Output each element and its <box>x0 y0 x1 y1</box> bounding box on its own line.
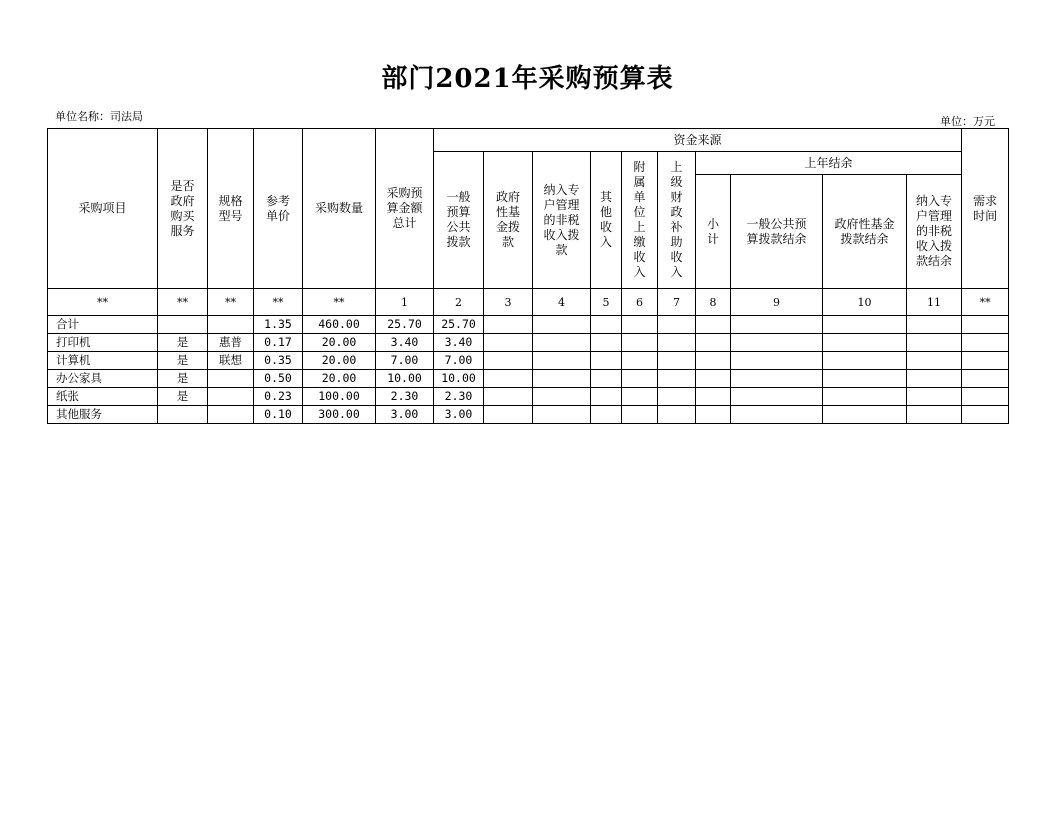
index-cell: ** <box>158 289 208 316</box>
cell-empty <box>622 316 658 334</box>
cell-empty <box>533 406 591 424</box>
cell-empty <box>731 334 823 352</box>
header-subtotal: 小 计 <box>696 175 731 289</box>
index-cell: ** <box>303 289 376 316</box>
header-ref-price: 参考 单价 <box>254 129 303 289</box>
cell-empty <box>731 316 823 334</box>
cell-spec: 联想 <box>208 352 254 370</box>
header-fund-sources: 资金来源 <box>434 129 962 152</box>
cell-empty <box>484 352 533 370</box>
cell-empty <box>696 334 731 352</box>
index-cell: ** <box>208 289 254 316</box>
cell-ref-price: 0.50 <box>254 370 303 388</box>
cell-service: 是 <box>158 370 208 388</box>
cell-item: 纸张 <box>48 388 158 406</box>
header-gov-fund: 政府 性基 金拨 款 <box>484 152 533 289</box>
header-item: 采购项目 <box>48 129 158 289</box>
cell-service: 是 <box>158 334 208 352</box>
index-cell: 4 <box>533 289 591 316</box>
header-service: 是否 政府 购买 服务 <box>158 129 208 289</box>
cell-empty <box>962 388 1009 406</box>
header-quantity: 采购数量 <box>303 129 376 289</box>
cell-empty <box>907 406 962 424</box>
cell-empty <box>696 370 731 388</box>
cell-total: 3.40 <box>376 334 434 352</box>
cell-empty <box>591 388 622 406</box>
cell-empty <box>907 370 962 388</box>
cell-empty <box>622 406 658 424</box>
cell-empty <box>484 316 533 334</box>
cell-ref-price: 1.35 <box>254 316 303 334</box>
cell-general: 7.00 <box>434 352 484 370</box>
cell-empty <box>696 406 731 424</box>
cell-empty <box>658 334 696 352</box>
cell-total: 10.00 <box>376 370 434 388</box>
header-prev-balance: 上年结余 <box>696 152 962 175</box>
header-affiliated: 附 属 单 位 上 缴 收 入 <box>622 152 658 289</box>
cell-empty <box>658 370 696 388</box>
cell-item: 打印机 <box>48 334 158 352</box>
cell-item: 计算机 <box>48 352 158 370</box>
cell-empty <box>962 352 1009 370</box>
cell-spec <box>208 388 254 406</box>
cell-empty <box>591 352 622 370</box>
table-row <box>48 316 1009 334</box>
cell-empty <box>907 352 962 370</box>
cell-empty <box>658 352 696 370</box>
cell-empty <box>823 334 907 352</box>
cell-empty <box>484 406 533 424</box>
index-cell: 7 <box>658 289 696 316</box>
header-other: 其 他 收 入 <box>591 152 622 289</box>
cell-empty <box>823 352 907 370</box>
cell-total: 2.30 <box>376 388 434 406</box>
cell-ref-price: 0.35 <box>254 352 303 370</box>
cell-empty <box>622 388 658 406</box>
index-cell: 11 <box>907 289 962 316</box>
cell-service <box>158 406 208 424</box>
index-cell: 3 <box>484 289 533 316</box>
cell-empty <box>484 370 533 388</box>
cell-total: 7.00 <box>376 352 434 370</box>
cell-total: 3.00 <box>376 406 434 424</box>
budget-table <box>47 128 1009 424</box>
cell-quantity: 20.00 <box>303 334 376 352</box>
header-prev-special: 纳入专 户管理 的非税 收入拨 款结余 <box>907 175 962 289</box>
unit-name-label: 单位名称：司法局 <box>55 110 143 123</box>
cell-empty <box>484 388 533 406</box>
index-cell: 1 <box>376 289 434 316</box>
table-row <box>48 334 1009 352</box>
cell-empty <box>533 316 591 334</box>
table-row <box>48 352 1009 370</box>
cell-quantity: 20.00 <box>303 352 376 370</box>
cell-item: 办公家具 <box>48 370 158 388</box>
cell-empty <box>658 406 696 424</box>
cell-empty <box>622 334 658 352</box>
cell-empty <box>907 334 962 352</box>
cell-item: 合计 <box>48 316 158 334</box>
cell-ref-price: 0.17 <box>254 334 303 352</box>
header-general: 一般 预算 公共 拨款 <box>434 152 484 289</box>
cell-empty <box>962 370 1009 388</box>
cell-spec <box>208 370 254 388</box>
cell-empty <box>533 334 591 352</box>
cell-empty <box>823 316 907 334</box>
cell-service: 是 <box>158 352 208 370</box>
index-cell: 8 <box>696 289 731 316</box>
table-row <box>48 406 1009 424</box>
cell-empty <box>591 370 622 388</box>
table-row <box>48 370 1009 388</box>
cell-item: 其他服务 <box>48 406 158 424</box>
cell-general: 25.70 <box>434 316 484 334</box>
index-cell: ** <box>48 289 158 316</box>
cell-empty <box>907 388 962 406</box>
cell-quantity: 20.00 <box>303 370 376 388</box>
cell-total: 25.70 <box>376 316 434 334</box>
cell-empty <box>907 316 962 334</box>
cell-empty <box>962 316 1009 334</box>
cell-service: 是 <box>158 388 208 406</box>
cell-empty <box>731 406 823 424</box>
cell-empty <box>658 388 696 406</box>
cell-empty <box>823 406 907 424</box>
index-row <box>48 289 1009 316</box>
cell-empty <box>591 316 622 334</box>
cell-spec <box>208 406 254 424</box>
cell-empty <box>658 316 696 334</box>
cell-empty <box>962 406 1009 424</box>
index-cell: ** <box>254 289 303 316</box>
cell-ref-price: 0.23 <box>254 388 303 406</box>
table-header <box>48 129 1009 316</box>
header-demand-time: 需求 时间 <box>962 129 1009 289</box>
index-cell: 2 <box>434 289 484 316</box>
cell-general: 10.00 <box>434 370 484 388</box>
header-total: 采购预 算金额 总计 <box>376 129 434 289</box>
cell-empty <box>622 352 658 370</box>
index-cell: 10 <box>823 289 907 316</box>
cell-empty <box>533 352 591 370</box>
cell-general: 2.30 <box>434 388 484 406</box>
cell-quantity: 100.00 <box>303 388 376 406</box>
table-body <box>48 316 1009 424</box>
page-title: 部门2021年采购预算表 <box>381 64 674 94</box>
cell-general: 3.00 <box>434 406 484 424</box>
cell-empty <box>696 388 731 406</box>
cell-empty <box>484 334 533 352</box>
cell-empty <box>696 316 731 334</box>
cell-empty <box>591 334 622 352</box>
index-cell: ** <box>962 289 1009 316</box>
cell-service <box>158 316 208 334</box>
cell-empty <box>823 370 907 388</box>
index-cell: 6 <box>622 289 658 316</box>
cell-empty <box>533 388 591 406</box>
header-spec: 规格 型号 <box>208 129 254 289</box>
cell-empty <box>962 334 1009 352</box>
cell-empty <box>533 370 591 388</box>
cell-ref-price: 0.10 <box>254 406 303 424</box>
index-cell: 5 <box>591 289 622 316</box>
cell-quantity: 300.00 <box>303 406 376 424</box>
cell-spec: 惠普 <box>208 334 254 352</box>
index-cell: 9 <box>731 289 823 316</box>
cell-empty <box>622 370 658 388</box>
header-prev-gov-fund: 政府性基金 拨款结余 <box>823 175 907 289</box>
cell-empty <box>591 406 622 424</box>
cell-empty <box>731 388 823 406</box>
header-special: 纳入专 户管理 的非税 收入拨 款 <box>533 152 591 289</box>
table-row <box>48 388 1009 406</box>
currency-unit-label: 单位：万元 <box>940 115 995 128</box>
cell-spec <box>208 316 254 334</box>
header-prev-general: 一般公共预 算拨款结余 <box>731 175 823 289</box>
header-subsidy: 上 级 财 政 补 助 收 入 <box>658 152 696 289</box>
cell-empty <box>823 388 907 406</box>
cell-empty <box>731 370 823 388</box>
cell-empty <box>731 352 823 370</box>
cell-quantity: 460.00 <box>303 316 376 334</box>
cell-general: 3.40 <box>434 334 484 352</box>
cell-empty <box>696 352 731 370</box>
